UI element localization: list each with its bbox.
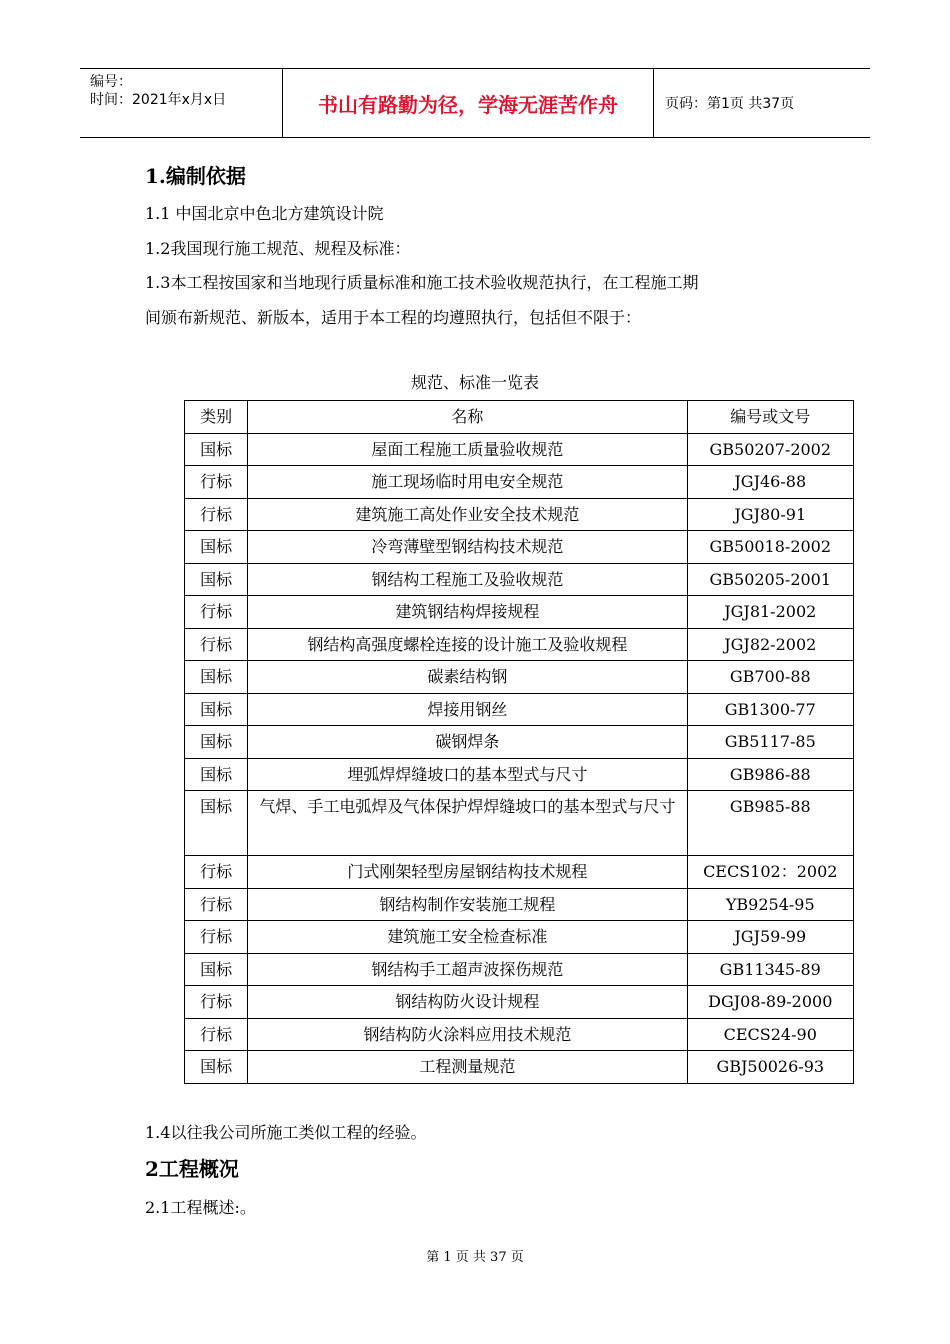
table-row	[185, 888, 854, 921]
table-row	[185, 791, 854, 856]
section-title-2: 2工程概况	[145, 1157, 239, 1181]
cell-category: 国标	[185, 433, 248, 466]
standards-table	[184, 400, 854, 1084]
table-row	[185, 563, 854, 596]
cell-category: 国标	[185, 563, 248, 596]
table-row	[185, 596, 854, 629]
cell-name: 冷弯薄壁型钢结构技术规范	[248, 531, 687, 564]
cell-code: JGJ59-99	[687, 921, 853, 954]
cell-name: 钢结构防火设计规程	[248, 986, 687, 1019]
cell-category: 行标	[185, 498, 248, 531]
table-row	[185, 433, 854, 466]
header-code: 编号或文号	[687, 401, 853, 434]
cell-category: 国标	[185, 953, 248, 986]
cell-name: 钢结构高强度螺栓连接的设计施工及验收规程	[248, 628, 687, 661]
cell-code: JGJ82-2002	[687, 628, 853, 661]
table-row	[185, 466, 854, 499]
table-row	[185, 726, 854, 759]
cell-category: 国标	[185, 661, 248, 694]
cell-code: GB50205-2001	[687, 563, 853, 596]
cell-code: JGJ80-91	[687, 498, 853, 531]
cell-category: 行标	[185, 888, 248, 921]
cell-category: 国标	[185, 791, 248, 856]
cell-code: CECS102：2002	[687, 856, 853, 889]
table-row	[185, 856, 854, 889]
cell-code: GB985-88	[687, 791, 853, 856]
cell-name: 屋面工程施工质量验收规范	[248, 433, 687, 466]
cell-name: 建筑施工高处作业安全技术规范	[248, 498, 687, 531]
table-row	[185, 1018, 854, 1051]
paragraph-1-3b: 间颁布新规范、新版本，适用于本工程的均遵照执行，包括但不限于：	[145, 308, 642, 327]
cell-category: 行标	[185, 596, 248, 629]
table-row	[185, 986, 854, 1019]
time-label: 时间：2021年x月x日	[90, 92, 227, 108]
table-row	[185, 531, 854, 564]
cell-name: 碳钢焊条	[248, 726, 687, 759]
cell-code: GB1300-77	[687, 693, 853, 726]
cell-name: 钢结构工程施工及验收规范	[248, 563, 687, 596]
cell-code: GB5117-85	[687, 726, 853, 759]
header-category: 类别	[185, 401, 248, 434]
number-label: 编号：	[90, 74, 132, 90]
header-motto: 书山有路勤为径，学海无涯苦作舟	[283, 69, 654, 137]
cell-name: 门式刚架轻型房屋钢结构技术规程	[248, 856, 687, 889]
cell-category: 行标	[185, 628, 248, 661]
cell-category: 国标	[185, 693, 248, 726]
header-meta	[80, 69, 283, 137]
cell-name: 碳素结构钢	[248, 661, 687, 694]
cell-name: 钢结构防火涂料应用技术规范	[248, 1018, 687, 1051]
table-caption: 规范、标准一览表	[410, 373, 539, 392]
table-row	[185, 953, 854, 986]
cell-code: GB50018-2002	[687, 531, 853, 564]
cell-code: GB700-88	[687, 661, 853, 694]
cell-category: 国标	[185, 726, 248, 759]
table-header-row	[185, 401, 854, 434]
cell-category: 国标	[185, 1051, 248, 1084]
cell-category: 行标	[185, 921, 248, 954]
cell-code: JGJ81-2002	[687, 596, 853, 629]
header-page-info: 页码：第1页 共37页	[665, 96, 795, 112]
table-row	[185, 498, 854, 531]
paragraph-1-4: 1.4以往我公司所施工类似工程的经验。	[145, 1123, 427, 1142]
cell-name: 钢结构制作安装施工规程	[248, 888, 687, 921]
cell-code: GB50207-2002	[687, 433, 853, 466]
table-row	[185, 758, 854, 791]
cell-category: 国标	[185, 758, 248, 791]
cell-name: 焊接用钢丝	[248, 693, 687, 726]
paragraph-1-3a: 1.3本工程按国家和当地现行质量标准和施工技术验收规范执行，在工程施工期	[145, 273, 699, 292]
paragraph-1-1: 1.1 中国北京中色北方建筑设计院	[145, 204, 384, 223]
page-footer: 第 1 页 共 37 页	[426, 1250, 524, 1265]
cell-name: 工程测量规范	[248, 1051, 687, 1084]
cell-name: 建筑钢结构焊接规程	[248, 596, 687, 629]
cell-code: GBJ50026-93	[687, 1051, 853, 1084]
paragraph-1-2: 1.2我国现行施工规范、规程及标准：	[145, 239, 411, 258]
table-row	[185, 1051, 854, 1084]
table-row	[185, 661, 854, 694]
cell-category: 行标	[185, 466, 248, 499]
cell-code: GB986-88	[687, 758, 853, 791]
cell-category: 行标	[185, 1018, 248, 1051]
cell-name: 埋弧焊焊缝坡口的基本型式与尺寸	[248, 758, 687, 791]
cell-code: CECS24-90	[687, 1018, 853, 1051]
cell-code: JGJ46-88	[687, 466, 853, 499]
cell-code: YB9254-95	[687, 888, 853, 921]
cell-category: 国标	[185, 531, 248, 564]
cell-code: DGJ08-89-2000	[687, 986, 853, 1019]
cell-name: 钢结构手工超声波探伤规范	[248, 953, 687, 986]
cell-category: 行标	[185, 856, 248, 889]
cell-name: 建筑施工安全检查标准	[248, 921, 687, 954]
cell-name: 施工现场临时用电安全规范	[248, 466, 687, 499]
cell-name: 气焊、手工电弧焊及气体保护焊焊缝坡口的基本型式与尺寸	[248, 791, 687, 856]
header-name: 名称	[248, 401, 687, 434]
table-row	[185, 921, 854, 954]
page-header	[80, 68, 870, 138]
section-title-1: 1.编制依据	[145, 164, 246, 188]
cell-code: GB11345-89	[687, 953, 853, 986]
table-row	[185, 628, 854, 661]
cell-category: 行标	[185, 986, 248, 1019]
paragraph-2-1: 2.1工程概述:。	[145, 1198, 256, 1217]
table-row	[185, 693, 854, 726]
